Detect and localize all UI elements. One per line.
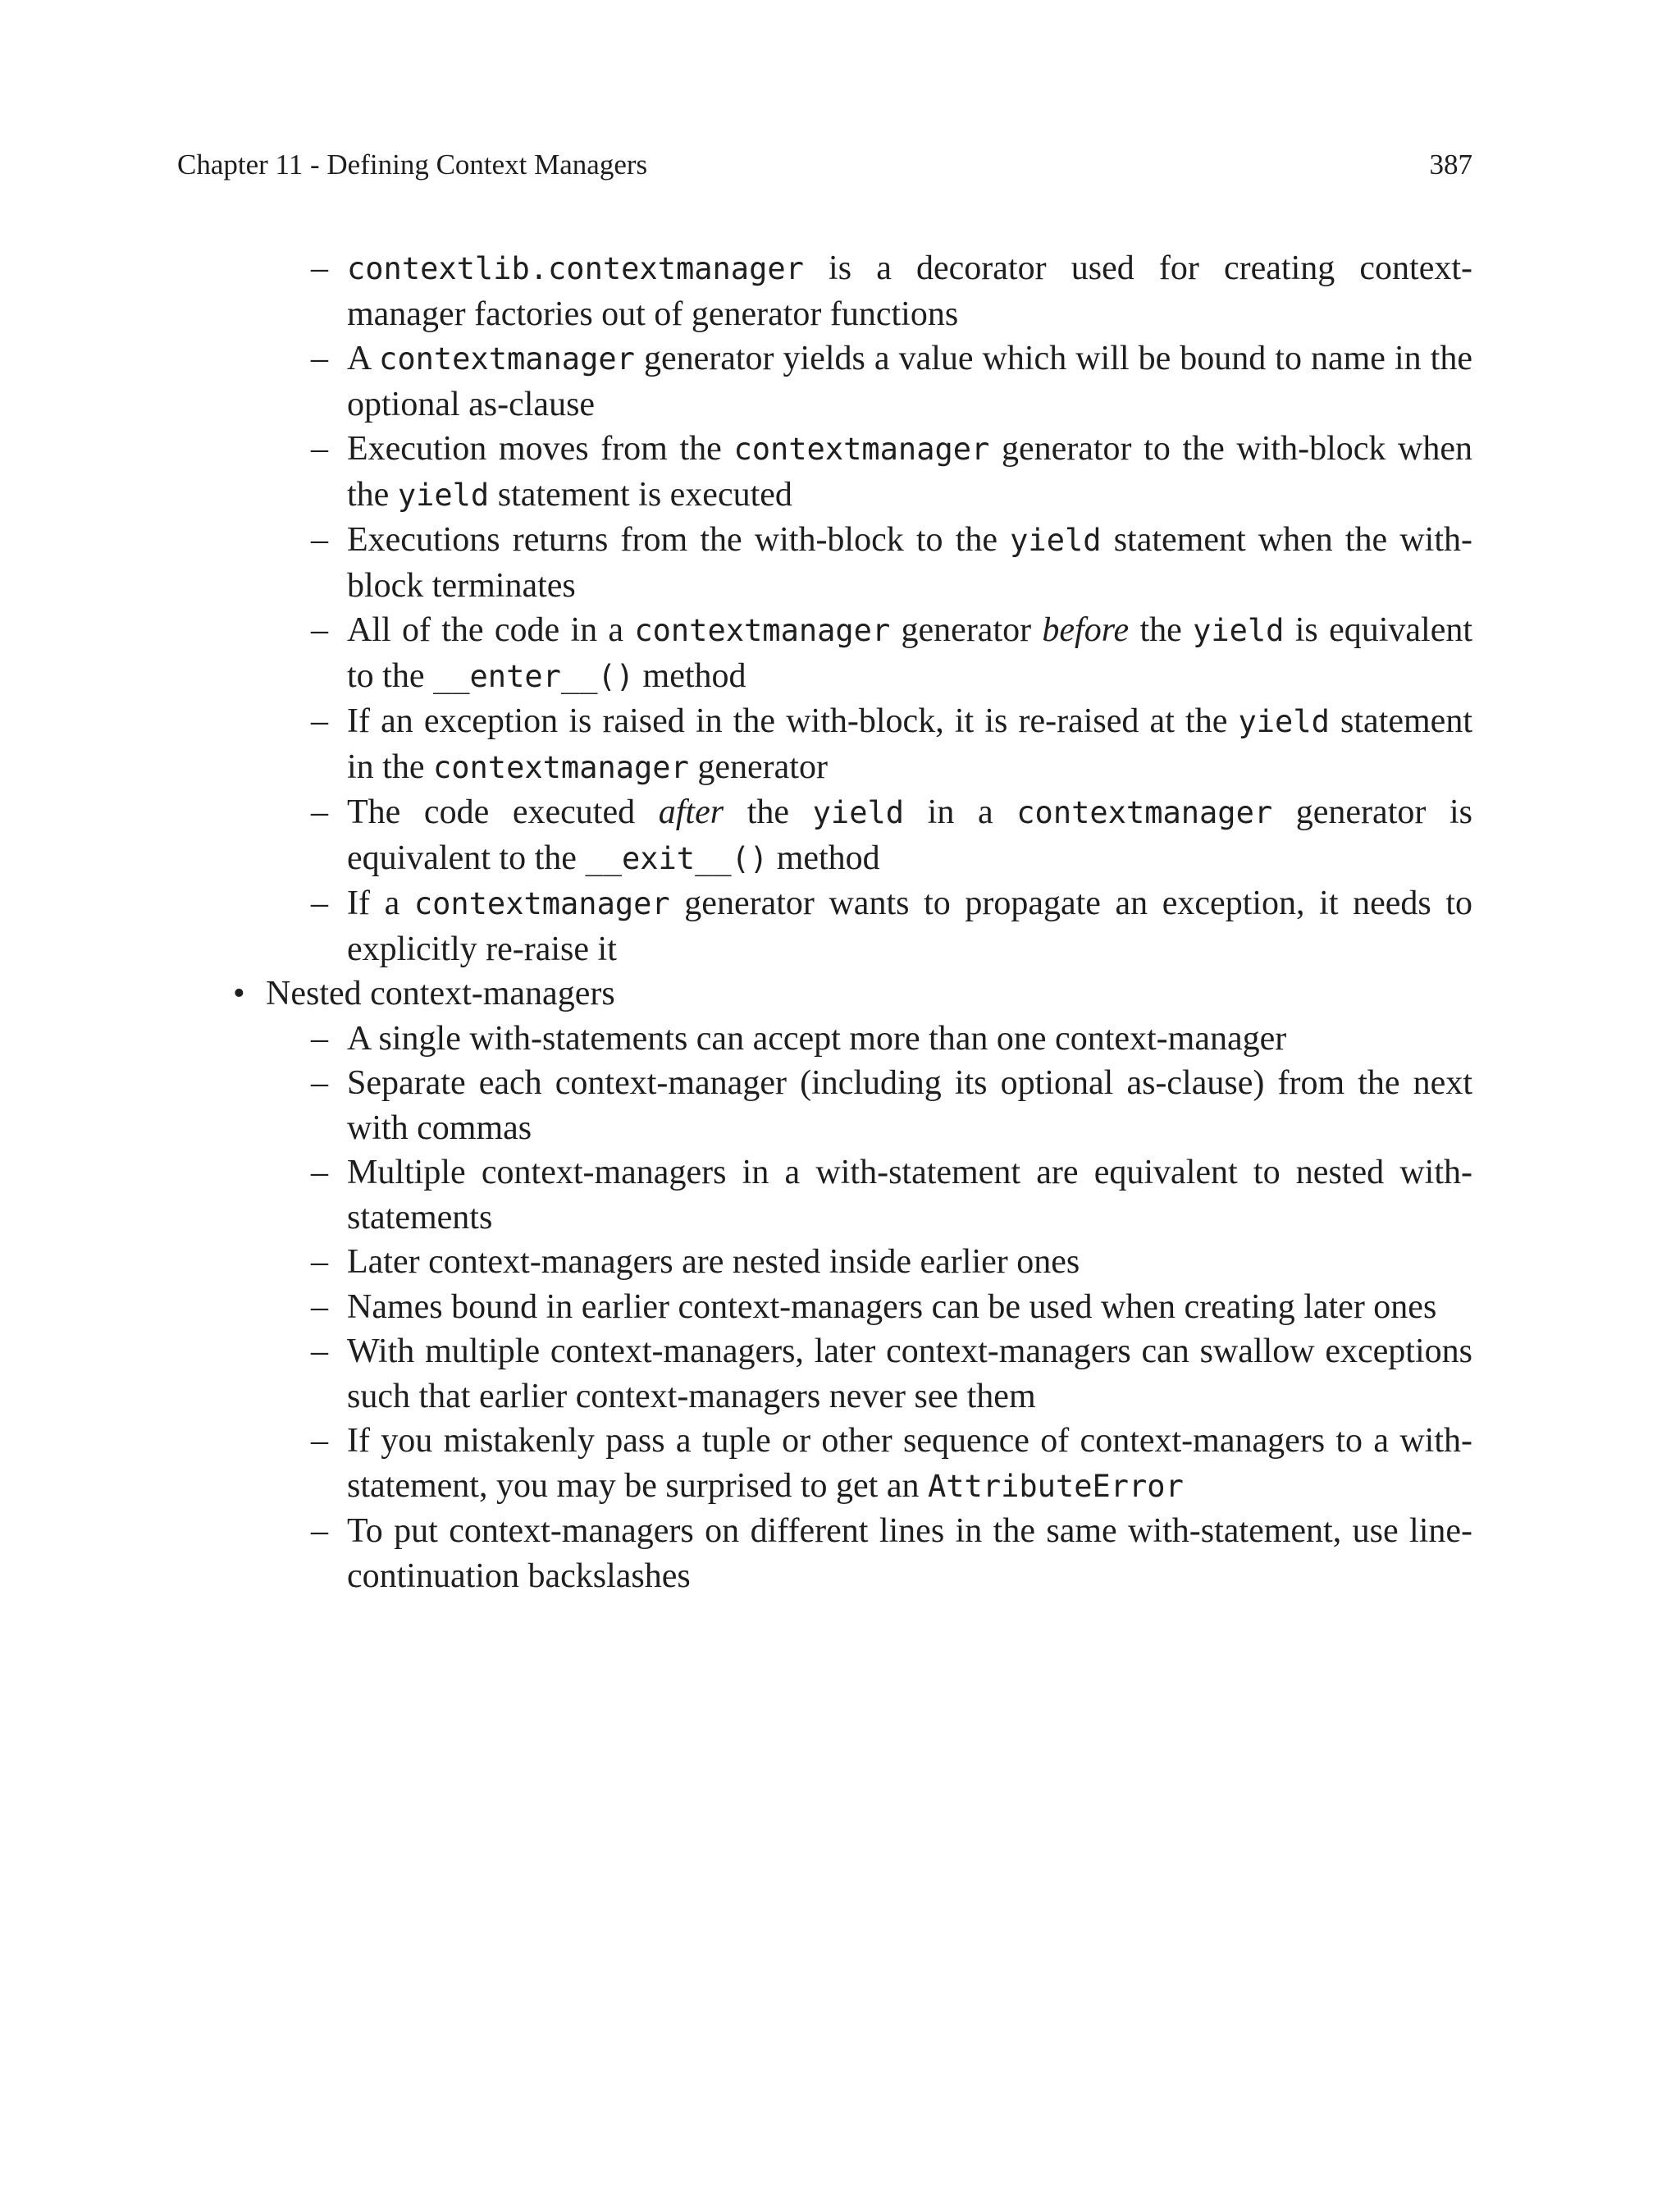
bullet-item-nested-context-managers [233, 971, 1472, 1598]
chapter-title: Chapter 11 - Defining Context Managers [177, 149, 648, 181]
list-item: – contextlib.contextmanager is a decorator used for creating context-manager factories out of generator functions [347, 246, 1472, 336]
list-item: – Execution moves from the contextmanager generator to the with-block when the yield statement is executed [347, 427, 1472, 518]
inline-code: contextmanager [733, 432, 990, 467]
list-item: – Executions returns from the with-block to the yield statement when the with-block terminates [347, 518, 1472, 608]
list-item: – Separate each context-manager (including its optional as-clause) from the next with commas [347, 1061, 1472, 1150]
summary-bullet-list [177, 971, 1472, 1598]
list-item: – With multiple context-managers, later context-managers can swallow exceptions such that earlier context-managers never see them [347, 1329, 1472, 1419]
list-item: – To put context-managers on different lines in the same with-statement, use line-continuation backslashes [347, 1509, 1472, 1598]
inline-code: yield [812, 795, 905, 830]
page-number: 387 [1429, 149, 1472, 181]
bullet-icon: • [233, 975, 245, 1013]
inline-code: contextmanager [379, 341, 635, 377]
list-item: – Later context-managers are nested inside earlier ones [347, 1240, 1472, 1285]
emphasis: after [658, 793, 724, 831]
list-item: – All of the code in a contextmanager generator before the yield is equivalent to the __enter__() method [347, 608, 1472, 699]
list-item: – The code executed after the yield in a contextmanager generator is equivalent to the __exit__() method [347, 790, 1472, 881]
inline-code: AttributeError [928, 1468, 1184, 1504]
list-item: – A single with-statements can accept more than one context-manager [347, 1017, 1472, 1062]
inline-code: __exit__() [585, 840, 769, 876]
page-content [177, 246, 1472, 1598]
emphasis: before [1042, 611, 1130, 649]
list-item: – Multiple context-managers in a with-statement are equivalent to nested with-statements [347, 1150, 1472, 1240]
list-item: – If an exception is raised in the with-block, it is re-raised at the yield statement in the contextmanager generator [347, 699, 1472, 790]
inline-code: __enter__() [432, 658, 635, 694]
inline-code: contextmanager [1016, 795, 1273, 830]
inline-code: contextmanager [413, 886, 670, 921]
inline-code: yield [1193, 613, 1285, 648]
contextmanager-points-list [177, 246, 1472, 971]
list-item: – Names bound in earlier context-managers can be used when creating later ones [347, 1285, 1472, 1330]
list-item: – If a contextmanager generator wants to propagate an exception, it needs to explicitly re-raise it [347, 881, 1472, 971]
inline-code: yield [1010, 523, 1102, 558]
running-header [177, 144, 1472, 185]
inline-code: contextlib.contextmanager [347, 251, 804, 286]
list-item: – If you mistakenly pass a tuple or other sequence of context-managers to a with-statement, you may be surprised to get an AttributeError [347, 1419, 1472, 1509]
inline-code: yield [397, 477, 490, 513]
nested-points-list [266, 1017, 1472, 1599]
inline-code: contextmanager [634, 613, 891, 648]
bullet-title: Nested context-managers [266, 975, 615, 1013]
inline-code: yield [1238, 704, 1330, 739]
list-item: – A contextmanager generator yields a value which will be bound to name in the optional as-clause [347, 336, 1472, 427]
inline-code: contextmanager [432, 749, 689, 785]
